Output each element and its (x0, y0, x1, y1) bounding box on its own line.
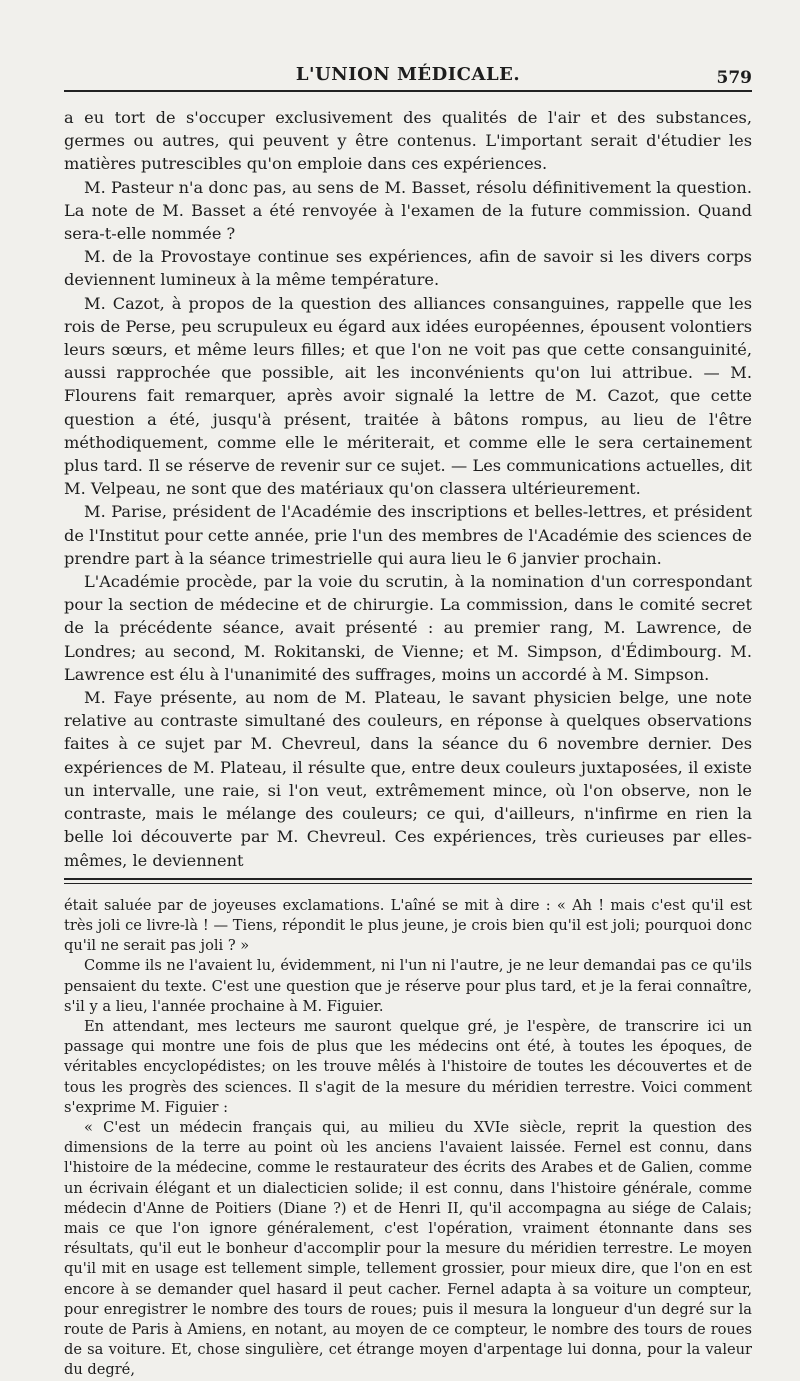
journal-title: L'UNION MÉDICALE. (295, 64, 521, 85)
main-paragraph: a eu tort de s'occuper exclusivement des qualités de l'air et des substances, germes ou autres, qui peuvent y être contenus. L'important serait d'étudier les matières putrescibles qu'on emploie dans ces expériences. (64, 108, 752, 174)
main-paragraph: L'Académie procède, par la voie du scrutin, à la nomination d'un correspondant pour la section de médecine et de chirurgie. La commission, dans le comité secret de la précédente séance, avait présenté : au premier rang, M. Lawrence, de Londres; au second, M. Rokitanski, de Vienne; et M. Simpson, d'Édimbourg. M. Lawrence est élu à l'unanimité des suffrages, moins un accordé à M. Simpson. (64, 572, 752, 684)
page-number: 579 (716, 68, 752, 88)
main-paragraph: M. Cazot, à propos de la question des alliances consanguines, rappelle que les rois de Perse, peu scrupuleux eu égard aux idées européennes, épousent volontiers leurs sœurs, et même leurs filles; et que l'on ne voit pas que cette consanguinité, aussi rapprochée que possible, ait les inconvénients qu'on lui attribue. — M. Flourens fait remarquer, après avoir signalé la lettre de M. Cazot, que cette question a été, jusqu'à présent, traitée à bâtons rompus, au lieu de l'être méthodiquement, comme elle le mériterait, et comme elle le sera certainement plus tard. Il se réserve de revenir sur ce sujet. — Les communications actuelles, dit M. Velpeau, ne sont que des matériaux qu'on classera ultérieurement. (64, 293, 752, 499)
feuilleton-paragraph: « C'est un médecin français qui, au milieu du XVIe siècle, reprit la question des dimensions de la terre au point où les anciens l'avaient laissée. Fernel est connu, dans l'histoire de la médecine, comme le restaurateur des écrits des Arabes et de Galien, comme un écrivain élégant et un dialecticien solide; il est connu, dans l'histoire générale, comme médecin d'Anne de Poitiers (Diane ?) et de Henri II, qu'il accompagna au siége de Calais; mais ce que l'on ignore généralement, c'est l'opération, vraiment étonnante dans ses résultats, qu'il eut le bonheur d'accomplir pour la mesure du méridien terrestre. Le moyen qu'il mit en usage est tellement simple, tellement grossier, pour mieux dire, que l'on en est encore à se demander quel hasard il peut cacher. Fernel adapta à sa voiture un compteur, pour enregistrer le nombre des tours de roues; puis il mesura la longueur d'un degré sur la route de Paris à Amiens, en notant, au moyen de ce compteur, le nombre des tours de roues de sa voiture. Et, chose singulière, cet étrange moyen d'arpentage lui donna, pour la valeur du degré, (64, 1118, 752, 1379)
main-paragraph: M. Pasteur n'a donc pas, au sens de M. Basset, résolu définitivement la question. La note de M. Basset a été renvoyée à l'examen de la future commission. Quand sera-t-elle nommée ? (64, 177, 752, 244)
main-paragraph: M. Parise, président de l'Académie des inscriptions et belles-lettres, et président de l'Institut pour cette année, prie l'un des membres de l'Académie des sciences de prendre part à la séance trimestrielle qui aura lieu le 6 janvier prochain. (64, 502, 752, 568)
main-paragraph: M. Faye présente, au nom de M. Plateau, le savant physicien belge, une note relative au contraste simultané des couleurs, en réponse à quelques observations faites à ce sujet par M. Chevreul, dans la séance du 6 novembre dernier. Des expériences de M. Plateau, il résulte que, entre deux couleurs juxtaposées, il existe un intervalle, une raie, si l'on veut, extrêmement mince, où l'on observe, non le contraste, mais le mélange des couleurs; ce qui, d'ailleurs, n'infirme en rien la belle loi découverte par M. Chevreul. Ces expériences, très curieuses par elles-mêmes, le deviennent (64, 688, 752, 870)
feuilleton-divider (64, 878, 752, 884)
main-paragraph: M. de la Provostaye continue ses expériences, afin de savoir si les divers corps deviennent lumineux à la même température. (64, 247, 752, 290)
running-header (64, 60, 752, 92)
feuilleton-paragraph: Comme ils ne l'avaient lu, évidemment, ni l'un ni l'autre, je ne leur demandai pas ce qu'ils pensaient du texte. C'est une question que je réserve pour plus tard, et je la ferai connaître, s'il y a lieu, l'année prochaine à M. Figuier. (64, 957, 752, 1015)
feuilleton-paragraph: En attendant, mes lecteurs me sauront quelque gré, je l'espère, de transcrire ici un passage qui montre une fois de plus que les médecins ont été, à toutes les époques, de véritables encyclopédistes; on les trouve mêlés à l'histoire de toutes les découvertes et de tous les progrès des sciences. Il s'agit de la mesure du méridien terrestre. Voici comment s'exprime M. Figuier : (64, 1017, 752, 1116)
feuilleton-section (64, 896, 752, 1381)
feuilleton-paragraph: était saluée par de joyeuses exclamations. L'aîné se mit à dire : « Ah ! mais c'est qu'il est très joli ce livre-là ! — Tiens, répondit le plus jeune, je crois bien qu'il est joli; pourquoi donc qu'il ne serait pas joli ? » (64, 896, 752, 955)
main-article (64, 106, 752, 872)
